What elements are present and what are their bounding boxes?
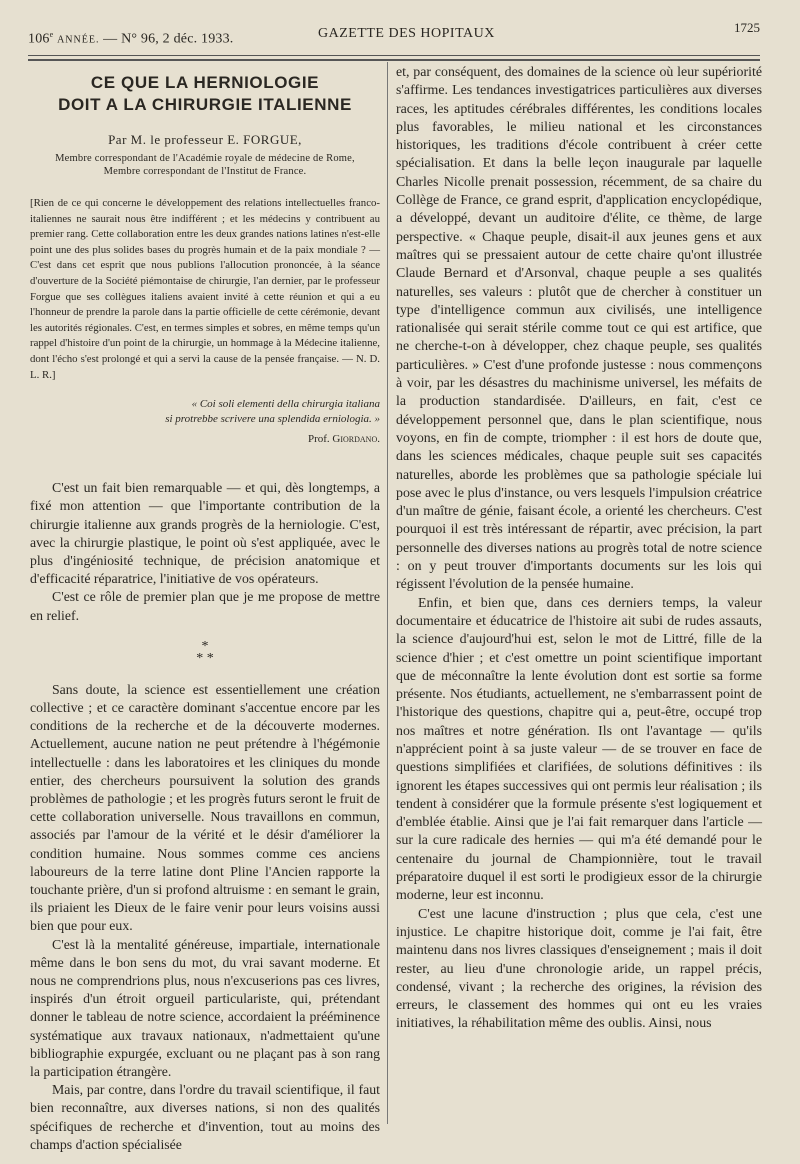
running-header [28,20,760,50]
paragraph-proposal: C'est ce rôle de premier plan que je me propose de mettre en relief. [30,589,380,623]
page-number: 1725 [734,20,760,35]
affiliation-line1: Membre correspondant de l'Académie royale de médecine de Rome, [55,153,355,164]
epigraph-line2: si protrebbe scrivere una splendida erniologia. » [165,413,380,426]
epigraph-line1: « Coi soli elementi della chirurgia italiana [191,398,380,411]
epigraph-quote [30,397,380,427]
article-author: Par M. le professeur E. FORGUE, [108,132,302,147]
column-divider [387,62,388,1124]
paragraph-history: Enfin, et bien que, dans ces derniers temps, la valeur documentaire et éducatrice de l'histoire ait subi de rudes assauts, la science d'aujourd'hui est, selon le mot de Littré, fille de la science d'hier ; et c'est omettre un point scientifique important que de méconnaître la lente évolution dont est sortie sa forme présente. Nos étudiants, actuellement, ne s'embarrassent point de l'historique des questions, chapitre qui a, peut-être, occupé trop nos maîtres et notre génération. Ils ont l'avantage — qu'ils n'apprécient point à sa juste valeur — de se trouver en face de questions simplifiées et clarifiées, de solutions définitives : ils ignorent les étapes successives qui ont permis leur réalisation ; ils tendent à considérer que la formule présente s'est logiquement et d'emblée établie. Ainsi que je l'ai fait remarquer dans l'article — sur la cure radicale des hernies — qui m'a été demandé pour le centenaire du journal de Championnière, tout le travail préparatoire duquel il est sorti le prodigieux essor de la chirurgie moderne, leur est inconnu. [396,595,762,904]
annee-label: ANNÉE. [57,34,100,46]
article-title-line2: DOIT A LA CHIRURGIE ITALIENNE [58,95,352,114]
epigraph-attribution [30,433,380,445]
issue-number-date: — N° 96, 2 déc. 1933. [103,31,234,47]
asterism-bottom: * * [196,650,214,666]
editor-note: [Rien de ce qui concerne le développement des relations intellectuelles franco-italiennes ne saurait nous être indifférent ; et les médecins y contribuent au premier rang. Cette collaboration entre les deux grandes nations latines n'est-elle point une des plus solides bases du progrès humain et de la paix mondiale ? — C'est dans cet esprit que nous publions l'allocution prononcée, à la séance d'ouverture de la Société piémontaise de chirurgie, l'an dernier, par le professeur Forgue que ses collègues italiens avaient invité à cette réunion et qui a eu l'honneur de prendre la parole dans la partie officielle de cette cérémonie, devant les autorités régionales. C'est, en termes simples et sobres, en même temps qu'un rappel d'histoire d'un point de la chirurgie, un hommage à la Médecine italienne, dont l'écho s'est prolongé et qui a servi la cause de la pensée française. — N. D. L. R.] [30,197,380,381]
paragraph-intro: C'est un fait bien remarquable — et qui, dès longtemps, a fixé mon attention — que l'importante contribution de la chirurgie italienne aux grands progrès de la herniologie. C'est, avec la chirurgie plastique, le point où s'est appliquée, avec le plus d'ingéniosité technique, de précision anatomique et d'efficacité réparatrice, l'initiative de vos opérateurs. [30,480,380,587]
right-column [396,64,762,1034]
header-rule-thin [28,55,760,56]
asterism-top: * [201,638,209,654]
volume-number: 106 [28,31,50,47]
author-affiliation [30,152,380,178]
epigraph-author: Giordano. [332,433,380,446]
paragraph-mentality: C'est là la mentalité généreuse, impartiale, internationale même dans le bon sens du mot, du vrai savant moderne. Et nous ne comprendrions plus, nous n'excuserions pas ces livres, inspirés d'un étroit orgueil particulariste, qui, prétendant donner le tableau de notre science, accordaient la prééminence systématique aux travaux nationaux, n'admettaient qu'une bibliographie expurgée, excluant ou ne plaçant pas à son rang la participation étrangère. [30,936,380,1080]
header-rule-thick [28,59,760,61]
left-column [30,64,380,1154]
epigraph-author-prefix: Prof. [307,433,330,446]
paragraph-collective-science: Sans doute, la science est essentiellement une création collective ; et ce caractère dominant s'accentue encore par les conditions de la recherche et de la découverte modernes. Actuellement, aucune nation ne peut prétendre à l'hégémonie intellectuelle : dans les laboratoires et les cliniques du monde entier, des chercheurs poursuivent la solution des grands problèmes de pathologie ; et les progrès futurs seront le fruit de cette collaboration universelle. Nous travaillons en commun, associés par l'amour de la vérité et le désir d'améliorer la condition humaine. Nous sommes comme ces anciens laboureurs de la terre latine dont Pline l'Ancien rapporte la touchante prière, d'un si profond altruisme : en semant le grain, ils priaient les Dieux de le faire venir pour leurs voisins aussi bien que pour eux. [30,681,380,934]
section-asterism [30,638,380,666]
journal-name: GAZETTE DES HOPITAUX [318,26,495,41]
paragraph-continued: et, par conséquent, des domaines de la science où leur supériorité s'affirme. Les tendances investigatrices particulières aux diverses races, les aptitudes cérébrales différentes, les conditions locales plus favorables, le milieu national et les circonstances historiques, les traditions d'école contribuent à créer cette spécialisation. Et dans la belle leçon inaugurale par laquelle Charles Nicolle prenait possession, récemment, de sa chaire du Collège de France, ce grand esprit, d'application encyclopédique, a développé, devant un auditoire d'élite, ce thème, de large perspective. « Chaque peuple, disait-il aux jeunes gens et aux maîtres qui se pressaient autour de cette chaire qu'ont illustrée Claude Bernard et d'Arsonval, chaque peuple a ses qualités naturelles, ses valeurs : plutôt que de chercher à constituer un type d'intelligence commun aux civilisés, une intelligence rationalisée qui serait stérile comme tout ce qui est artifice, que ne cherche-t-on à développer, chez chaque peuple, ses qualités particulières. » C'est d'une profonde justesse : nous commençons à voir, par les désastres du machinisme universel, les méfaits de la production standardisée. D'ailleurs, en fait, c'est ce développement personnel que, dans le plan scientifique, nous voyons, en fin de compte, triompher : il est hors de doute que, dans les sciences médicales, chaque peuple suit ses capacités naturelles, aborde les problèmes que sa pathologie spéciale lui pose avec le plus d'instance, ou vers lesquels l'impulsion créatrice d'un maître de génie, faisant école, a orienté les chercheurs. C'est pourquoi il est très intéressant de répartir, avec précision, la part personnelle des diverses nations au progrès total de notre science : on y peut trouver d'importants documents sur les lois qui régissent l'évolution de la pensée humaine. [396,65,762,593]
paragraph-lacune: C'est une lacune d'instruction ; plus que cela, c'est une injustice. Le chapitre historique doit, comme je l'ai fait, être maintenu dans nos livres classiques d'enseignement ; mais il doit rester, au lieu d'une chronologie aride, un rappel précis, condensé, vivant ; la recherche des origines, la révision des erreurs, le classement des hommes qui ont eu les vraies initiatives, la réhabilitation même des oublis. Ainsi, nous [396,906,762,1032]
volume-ordinal: e [49,30,54,39]
issue-info [28,30,234,48]
article-title-line1: CE QUE LA HERNIOLOGIE [90,73,320,92]
article-title [30,72,380,116]
affiliation-line2: Membre correspondant de l'Institut de France. [103,166,307,177]
paragraph-specialisation: Mais, par contre, dans l'ordre du travail scientifique, il faut bien reconnaître, aux diverses nations, si non des qualités spécifiques de recherche et d'invention, tout au moins des champs d'action spécialisée [30,1082,380,1152]
